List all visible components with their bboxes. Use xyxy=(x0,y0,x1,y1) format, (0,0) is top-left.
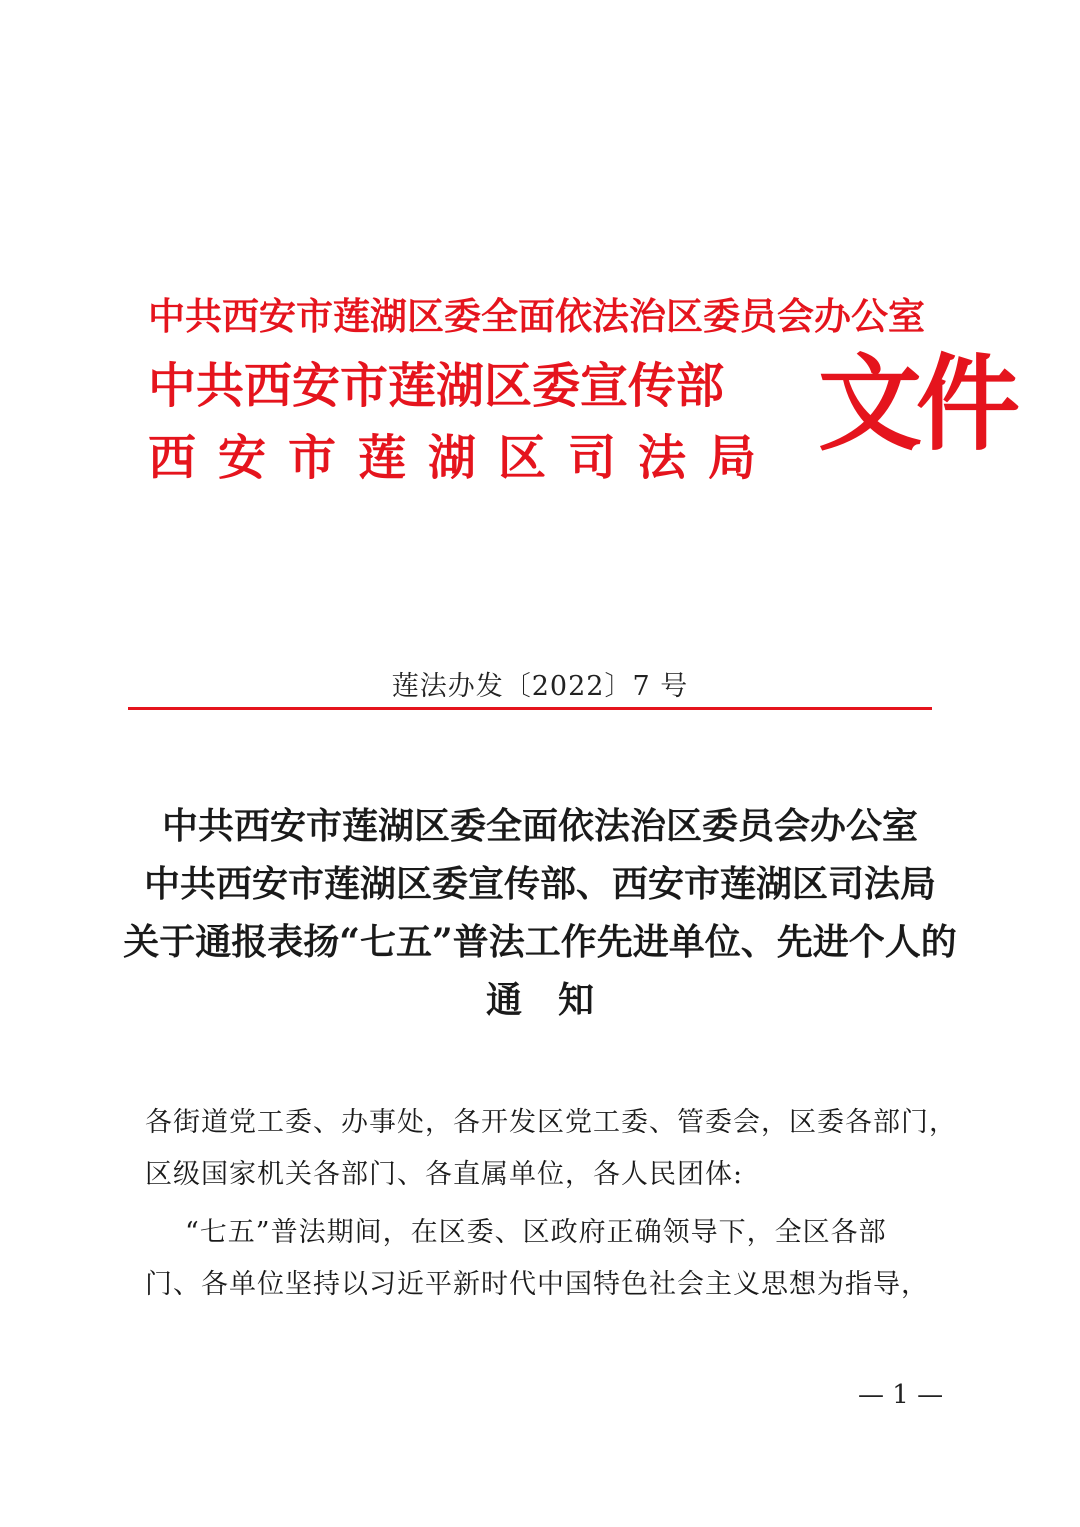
issuer-justice-bureau: 西安市莲湖区司法局 xyxy=(148,430,779,486)
issuer-propaganda-department: 中共西安市莲湖区委宣传部 xyxy=(148,358,725,414)
issuer-committee-office: 中共西安市莲湖区委全面依法治区委员会办公室 xyxy=(148,294,925,338)
red-separator-line xyxy=(128,707,932,710)
body-paragraph xyxy=(145,1207,955,1311)
salutation-line: 各街道党工委、办事处，各开发区党工委、管委会，区委各部门， xyxy=(145,1107,957,1138)
body-line: 门、各单位坚持以习近平新时代中国特色社会主义思想为指导， xyxy=(145,1269,929,1300)
salutation-line: 区级国家机关各部门、各直属单位，各人民团体: xyxy=(145,1159,744,1190)
page-number: — 1 — xyxy=(858,1380,944,1410)
title-line: 中共西安市莲湖区委宣传部、西安市莲湖区司法局 xyxy=(143,863,936,905)
salutation xyxy=(145,1097,955,1201)
document-number: 莲法办发〔2022〕7 号 xyxy=(391,671,689,702)
title-line: 中共西安市莲湖区委全面依法治区委员会办公室 xyxy=(161,805,918,847)
document-type-label: 文件 xyxy=(818,342,1015,465)
body-line: “七五”普法期间，在区委、区政府正确领导下，全区各部 xyxy=(185,1217,887,1248)
document-title xyxy=(0,797,1080,1029)
title-line: 关于通报表扬“七五”普法工作先进单位、先进个人的 xyxy=(123,921,957,963)
title-line: 通 知 xyxy=(485,979,594,1021)
